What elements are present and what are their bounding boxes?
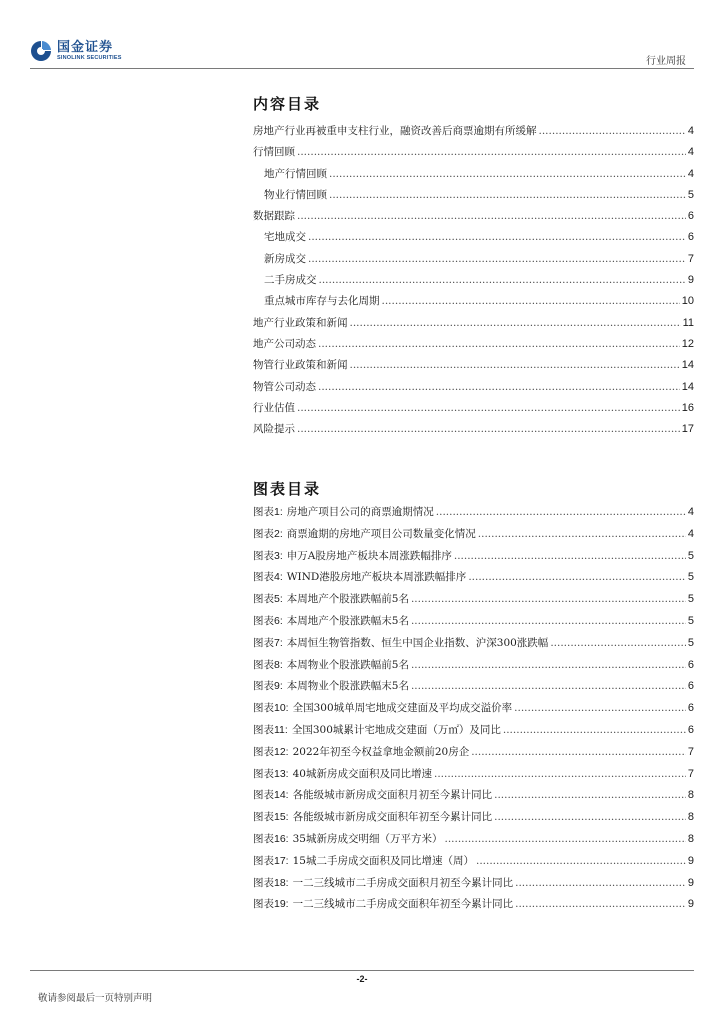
figure-number: 13: [274, 767, 289, 780]
toc-entry-page: 10 [681, 295, 694, 308]
figure-label [253, 548, 283, 563]
figure-number: 4: [274, 571, 283, 584]
figure-title: 全国300城累计宅地成交建面（万㎡）及同比 [291, 723, 501, 736]
logo-chinese-name: 国金证券 [57, 39, 114, 55]
figure-label [253, 613, 283, 628]
figure-label-prefix: 图表 [253, 658, 274, 671]
figure-entry[interactable] [253, 809, 694, 831]
dot-leader [494, 811, 686, 823]
dot-leader [514, 702, 686, 714]
figure-title: 35城新房成交明细（万平方米） [292, 832, 443, 845]
figure-number: 1: [274, 506, 283, 518]
figure-label-prefix: 图表 [253, 789, 274, 802]
dot-leader [468, 571, 686, 583]
dot-leader [476, 855, 686, 867]
figure-number: 8: [274, 658, 283, 671]
figure-label [253, 635, 283, 650]
footer-disclaimer: 敬请参阅最后一页特别声明 [38, 993, 153, 1004]
figure-entry[interactable] [253, 657, 694, 679]
figure-label [253, 875, 289, 890]
footer-divider [30, 970, 694, 971]
figure-title: 15城二手房成交面积及同比增速（周） [292, 854, 474, 867]
figure-label-prefix: 图表 [253, 898, 274, 911]
toc-entry-text: 地产公司动态 [253, 337, 316, 350]
toc-entry-page: 4 [687, 125, 694, 137]
figure-number: 11: [274, 723, 288, 736]
figure-label-prefix: 图表 [253, 549, 274, 562]
figure-entry[interactable] [253, 591, 694, 613]
figure-label-prefix: 图表 [253, 876, 274, 889]
figure-entry[interactable] [253, 700, 694, 722]
figure-label [253, 722, 288, 737]
toc-entry-page: 14 [681, 359, 694, 372]
figure-page: 4 [687, 527, 694, 540]
toc-entry-text: 行情回顾 [253, 146, 295, 159]
toc-entry-text: 行业估值 [253, 401, 295, 414]
figure-label [253, 657, 283, 672]
figure-title: WIND港股房地产板块本周涨跌幅排序 [286, 571, 467, 584]
figure-number: 12: [274, 745, 289, 758]
toc-entry-page: 4 [687, 146, 694, 159]
figure-label [253, 787, 289, 802]
toc-entry[interactable] [253, 379, 694, 400]
toc-entry-page: 12 [681, 337, 694, 350]
dot-leader [297, 210, 686, 222]
toc-entry-text: 物业行情回顾 [264, 188, 327, 201]
figure-number: 5: [274, 593, 283, 606]
figures-title: 图表目录 [253, 480, 322, 498]
toc-entry-page: 6 [687, 210, 694, 223]
dot-leader [329, 168, 686, 180]
figure-title: 各能级城市新房成交面积月初至今累计同比 [292, 789, 493, 802]
toc-entry-page: 5 [687, 188, 694, 201]
toc-entry[interactable] [253, 293, 694, 314]
figure-page: 5 [687, 636, 694, 649]
toc-entry-page: 9 [687, 274, 694, 287]
figure-number: 10: [274, 702, 289, 715]
dot-leader [318, 338, 680, 350]
figure-label [253, 700, 289, 715]
toc-entry[interactable] [253, 251, 694, 272]
toc-entry-page: 6 [687, 231, 694, 244]
figure-number: 14: [274, 789, 289, 802]
dot-leader [454, 550, 686, 562]
figure-label-prefix: 图表 [253, 767, 274, 780]
dot-leader [319, 274, 686, 286]
figure-label-prefix: 图表 [253, 527, 274, 540]
figure-entry[interactable] [253, 896, 694, 918]
figure-label [253, 853, 289, 868]
toc-entry-text: 物管行业政策和新闻 [253, 359, 348, 372]
figure-title: 一二三线城市二手房成交面积年初至今累计同比 [292, 898, 514, 911]
toc-entry[interactable] [253, 144, 694, 165]
toc-entry-text: 地产行业政策和新闻 [253, 316, 348, 329]
figure-title: 本周物业个股涨跌幅前5名 [286, 658, 409, 671]
logo-english-name: SINOLINK SECURITIES [57, 54, 122, 61]
figure-number: 18: [274, 876, 289, 889]
dot-leader [297, 146, 686, 158]
figure-number: 3: [274, 549, 283, 562]
figure-entry[interactable] [253, 875, 694, 897]
sinolink-logo-icon [30, 40, 52, 62]
dot-leader [503, 724, 686, 736]
dot-leader [318, 381, 680, 393]
figure-entry[interactable] [253, 722, 694, 744]
figure-label-prefix: 图表 [253, 571, 274, 584]
figure-title: 本周物业个股涨跌幅末5名 [286, 680, 409, 693]
figure-entry[interactable] [253, 613, 694, 635]
figure-title: 申万A股房地产板块本周涨跌幅排序 [286, 549, 452, 562]
figure-page: 7 [687, 767, 694, 780]
figure-label [253, 591, 283, 606]
figure-page: 8 [687, 789, 694, 802]
figure-entry[interactable] [253, 744, 694, 766]
dot-leader [350, 359, 680, 371]
dot-leader [382, 295, 680, 307]
figure-label-prefix: 图表 [253, 811, 274, 824]
figure-page: 5 [687, 614, 694, 627]
figure-label [253, 504, 283, 519]
figure-label [253, 526, 283, 541]
toc-entry[interactable] [253, 229, 694, 250]
dot-leader [411, 615, 686, 627]
report-type-label: 行业周报 [646, 56, 686, 67]
dot-leader [434, 768, 686, 780]
toc-entry[interactable] [253, 400, 694, 421]
figure-title: 40城新房成交面积及同比增速 [292, 767, 432, 780]
figure-page: 8 [687, 811, 694, 824]
toc-title: 内容目录 [253, 95, 322, 113]
figure-label-prefix: 图表 [253, 854, 274, 867]
figure-entry[interactable] [253, 526, 694, 548]
figure-label-prefix: 图表 [253, 832, 274, 845]
figure-entry[interactable] [253, 831, 694, 853]
figure-label [253, 831, 289, 846]
figure-label-prefix: 图表 [253, 745, 274, 758]
dot-leader [471, 746, 686, 758]
toc-entry[interactable] [253, 421, 694, 442]
figure-number: 15: [274, 811, 289, 824]
toc-entry-page: 17 [681, 423, 694, 436]
figure-page: 6 [687, 658, 694, 671]
figure-entry[interactable] [253, 678, 694, 700]
toc-entry-text: 二手房成交 [264, 274, 317, 287]
dot-leader [515, 898, 686, 910]
figure-page: 6 [687, 680, 694, 693]
figure-label-prefix: 图表 [253, 702, 274, 715]
list-of-figures [253, 504, 694, 918]
toc-entry-text: 房地产行业再被重申支柱行业，融资改善后商票逾期有所缓解 [253, 125, 537, 137]
toc-entry[interactable] [253, 123, 694, 144]
toc-entry[interactable] [253, 315, 694, 336]
figure-page: 7 [687, 745, 694, 758]
page-number: -2- [356, 974, 368, 984]
figure-page: 5 [687, 593, 694, 606]
dot-leader [308, 231, 686, 243]
figure-label-prefix: 图表 [253, 614, 274, 627]
figure-label-prefix: 图表 [253, 593, 274, 606]
figure-label-prefix: 图表 [253, 506, 274, 518]
toc-entry-text: 重点城市库存与去化周期 [264, 295, 380, 308]
figure-label [253, 766, 289, 781]
figure-number: 7: [274, 636, 283, 649]
dot-leader [515, 877, 686, 889]
figure-label [253, 569, 283, 584]
figure-label [253, 809, 289, 824]
toc-entry-page: 14 [681, 380, 694, 393]
figure-title: 本周恒生物管指数、恒生中国企业指数、沪深300涨跌幅 [286, 636, 549, 649]
toc-entry-text: 宅地成交 [264, 231, 306, 244]
toc-entry[interactable] [253, 357, 694, 378]
figure-entry[interactable] [253, 787, 694, 809]
toc-entry-text: 数据跟踪 [253, 210, 295, 223]
figure-number: 17: [274, 854, 289, 867]
figure-number: 16: [274, 832, 289, 845]
dot-leader [478, 528, 686, 540]
toc-entry-page: 16 [681, 401, 694, 414]
figure-page: 5 [687, 549, 694, 562]
figure-entry[interactable] [253, 569, 694, 591]
figure-entry[interactable] [253, 635, 694, 657]
company-logo [30, 40, 122, 62]
figure-title: 商票逾期的房地产项目公司数量变化情况 [286, 527, 476, 540]
toc-entry-text: 新房成交 [264, 252, 306, 265]
figure-label-prefix: 图表 [253, 680, 274, 693]
figure-page: 6 [687, 702, 694, 715]
toc-entry[interactable] [253, 187, 694, 208]
dot-leader [297, 423, 680, 435]
figure-page: 9 [687, 898, 694, 911]
toc-entry-page: 4 [687, 167, 694, 180]
figure-number: 19: [274, 898, 289, 911]
figure-label-prefix: 图表 [253, 723, 274, 736]
figure-entry[interactable] [253, 504, 694, 526]
toc-entry[interactable] [253, 208, 694, 229]
figure-label-prefix: 图表 [253, 636, 274, 649]
figure-number: 6: [274, 614, 283, 627]
table-of-contents [253, 123, 694, 442]
figure-page: 9 [687, 854, 694, 867]
dot-leader [539, 125, 686, 137]
dot-leader [550, 637, 686, 649]
dot-leader [444, 833, 685, 845]
toc-entry-text: 物管公司动态 [253, 380, 316, 393]
figure-page: 9 [687, 876, 694, 889]
figure-title: 一二三线城市二手房成交面积月初至今累计同比 [292, 876, 514, 889]
dot-leader [494, 789, 686, 801]
figure-title: 本周地产个股涨跌幅末5名 [286, 614, 409, 627]
dot-leader [297, 402, 680, 414]
dot-leader [308, 253, 686, 265]
figure-label [253, 678, 283, 693]
toc-entry-page: 7 [687, 252, 694, 265]
dot-leader [411, 659, 686, 671]
figure-title: 各能级城市新房成交面积年初至今累计同比 [292, 811, 493, 824]
toc-entry-text: 风险提示 [253, 423, 295, 436]
figure-page: 6 [687, 723, 694, 736]
toc-entry-text: 地产行情回顾 [264, 167, 327, 180]
toc-entry[interactable] [253, 272, 694, 293]
dot-leader [411, 680, 686, 692]
figure-title: 本周地产个股涨跌幅前5名 [286, 593, 409, 606]
figure-title: 房地产项目公司的商票逾期情况 [286, 506, 434, 518]
figure-entry[interactable] [253, 853, 694, 875]
figure-entry[interactable] [253, 766, 694, 788]
figure-page: 8 [687, 832, 694, 845]
figure-title: 全国300城单周宅地成交建面及平均成交溢价率 [292, 702, 513, 715]
toc-entry[interactable] [253, 336, 694, 357]
dot-leader [436, 506, 686, 518]
dot-leader [411, 593, 686, 605]
figure-page: 5 [687, 571, 694, 584]
figure-label [253, 744, 289, 759]
dot-leader [329, 189, 686, 201]
dot-leader [350, 317, 681, 329]
figure-page: 4 [687, 506, 694, 518]
figure-number: 2: [274, 527, 283, 540]
figure-title: 2022年初至今权益拿地金额前20房企 [292, 745, 470, 758]
toc-entry-page: 11 [682, 316, 694, 329]
toc-entry[interactable] [253, 166, 694, 187]
figure-label [253, 896, 289, 911]
figure-number: 9: [274, 680, 283, 693]
page-header [0, 0, 724, 72]
figure-entry[interactable] [253, 548, 694, 570]
header-divider [30, 68, 694, 69]
